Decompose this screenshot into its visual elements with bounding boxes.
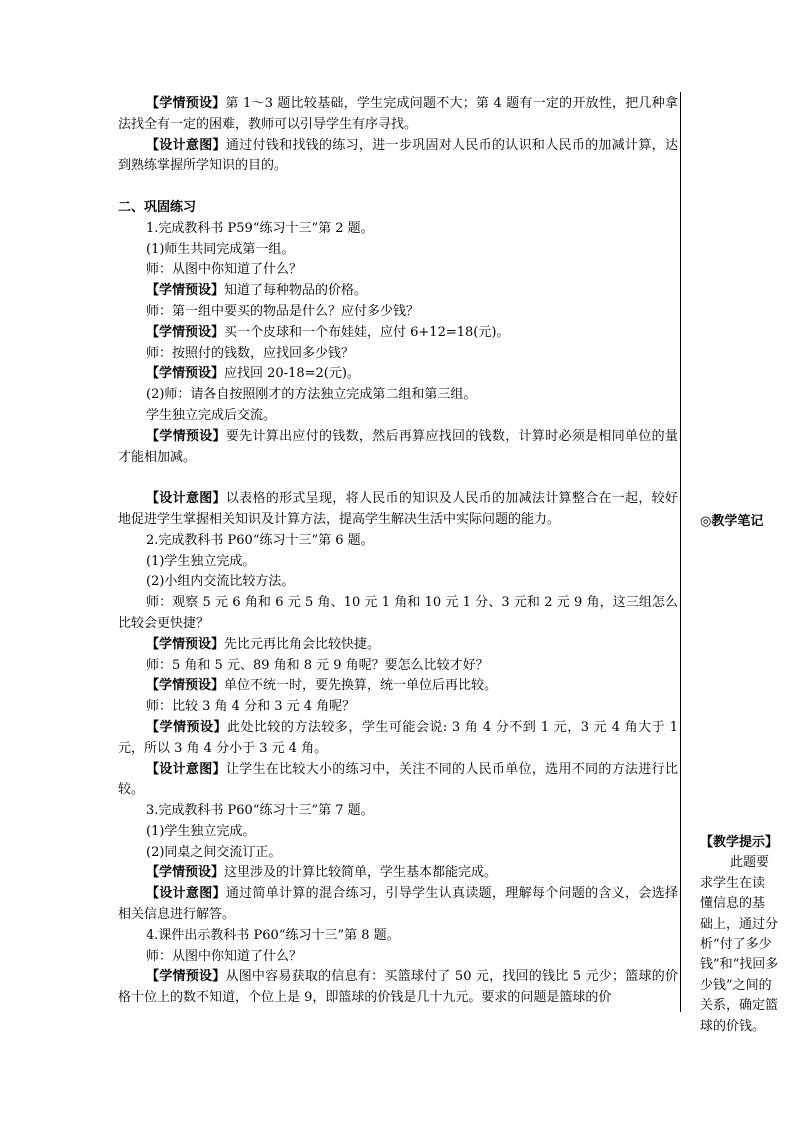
paragraph-text: (1)师生共同完成第一组。: [146, 241, 295, 257]
paragraph: [118, 656, 678, 677]
paragraph-text: 要先计算出应付的钱数，然后再算应找回的钱数，计算时必须是相同单位的量才能相加减。: [118, 428, 678, 465]
paragraph: [118, 427, 678, 469]
paragraph-text: 师：5 角和 5 元、89 角和 8 元 9 角呢？要怎么比较才好？: [146, 657, 489, 673]
paragraph-text: (2)小组内交流比较方法。: [146, 574, 295, 590]
paragraph: [118, 385, 678, 406]
paragraph-tag: 【学情预设】: [146, 678, 225, 694]
paragraph: [118, 572, 678, 593]
paragraph: [118, 94, 678, 136]
main-text-column: [118, 94, 678, 1009]
paragraph-text: (1)学生独立完成。: [146, 553, 256, 569]
paragraph: [118, 718, 678, 760]
paragraph: [118, 676, 678, 697]
paragraph-text: (2)师：请各自按照刚才的方法独立完成第二组和第三组。: [146, 387, 477, 403]
paragraph-text: 买一个皮球和一个布娃娃，应付 6+12=18(元)。: [224, 324, 510, 340]
paragraph-tag: 【设计意图】: [146, 761, 226, 777]
teaching-hint-line: 关系，确定篮: [700, 998, 779, 1014]
paragraph-text: 1.完成教科书 P59“练习十三”第 2 题。: [146, 220, 374, 236]
paragraph-tag: 【学情预设】: [146, 969, 226, 985]
teaching-hint-line: 析“付了多少: [700, 937, 772, 953]
paragraph-text: 2.完成教科书 P60“练习十三”第 6 题。: [146, 532, 374, 548]
teaching-hint-line: 钱”和“找回多: [700, 957, 779, 973]
paragraph-tag: 【学情预设】: [146, 865, 225, 881]
paragraph-text: 应找回 20-18=2(元)。: [224, 366, 360, 382]
teaching-hint-line: 础上，通过分: [700, 916, 779, 932]
paragraph: [118, 260, 678, 281]
paragraph-text: 3.完成教科书 P60“练习十三”第 7 题。: [146, 803, 374, 819]
paragraph: [118, 635, 678, 656]
blank-line: [118, 177, 678, 198]
paragraph-text: (2)同桌之间交流订正。: [146, 844, 282, 860]
paragraph-tag: 【学情预设】: [146, 636, 225, 652]
paragraph-text: 从图中容易获取的信息有：买篮球付了 50 元，找回的钱比 5 元少；篮球的价格十位上的数不知道，个位上是 9，即篮球的价钱是几十九元。要求的问题是篮球的价: [118, 969, 678, 1006]
teaching-hint-box: [700, 833, 786, 1037]
paragraph-tag: 【学情预设】: [146, 96, 226, 111]
paragraph-tag: 【学情预设】: [146, 428, 226, 444]
teaching-notes-label: ◎教学笔记: [700, 514, 764, 529]
paragraph: [118, 344, 678, 365]
paragraph: [118, 281, 678, 302]
paragraph-text: 4.课件出示教科书 P60“练习十三”第 8 题。: [146, 927, 400, 943]
paragraph-text: 师：观察 5 元 6 角和 6 元 5 角、10 元 1 角和 10 元 1 分、3 元和 2 元 9 角，这三组怎么比较会更快捷？: [118, 595, 678, 631]
paragraph-text: 师：第一组中要买的物品是什么？应付多少钱？: [146, 303, 420, 319]
paragraph-tag: 【设计意图】: [146, 137, 226, 153]
paragraph: [118, 801, 678, 822]
paragraph-text: 以表格的形式呈现，将人民币的知识及人民币的加减法计算整合在一起，较好地促进学生掌握相关知识及计算方法，提高学生解决生活中实际问题的能力。: [118, 491, 678, 527]
paragraph: [118, 843, 678, 864]
paragraph-text: 通过付钱和找钱的练习，进一步巩固对人民币的认识和人民币的加减计算，达到熟练掌握所学知识的目的。: [118, 137, 678, 174]
paragraph-tag: 【学情预设】: [146, 366, 225, 382]
column-divider: [680, 92, 681, 1012]
paragraph-text: 知道了每种物品的价格。: [224, 283, 368, 299]
paragraph-tag: 【学情预设】: [146, 283, 225, 299]
paragraph-text: 师：比较 3 角 4 分和 3 元 4 角呢？: [146, 699, 356, 715]
teaching-hint-line: 懂信息的基: [700, 896, 766, 912]
paragraph: [118, 760, 678, 802]
paragraph: [118, 863, 678, 884]
paragraph-text: 这里涉及的计算比较简单，学生基本都能完成。: [224, 865, 498, 881]
paragraph-text: 单位不统一时，要先换算，统一单位后再比较。: [224, 678, 498, 694]
paragraph: [118, 926, 678, 947]
paragraph-text: 让学生在比较大小的练习中，关注不同的人民币单位，选用不同的方法进行比较。: [118, 761, 678, 798]
paragraph-text: 通过简单计算的混合练习，引导学生认真读题，理解每个问题的含义，会选择相关信息进行解答。: [118, 886, 678, 923]
teaching-hint-line: 球的价钱。: [700, 1018, 766, 1034]
paragraph-text: 此处比较的方法较多，学生可能会说: 3 角 4 分不到 1 元，3 元 4 角大于 1 元，所以 3 角 4 分小于 3 元 4 角。: [118, 719, 678, 756]
paragraph: [118, 364, 678, 385]
teaching-hint-line: 求学生在读: [700, 875, 766, 891]
paragraph: [118, 967, 678, 1009]
paragraph-text: (1)学生独立完成。: [146, 823, 256, 839]
teaching-hint-line: 少钱”之间的: [700, 977, 772, 993]
paragraph-tag: 【设计意图】: [146, 886, 226, 902]
blank-line: [118, 468, 678, 489]
paragraph-text: 师：从图中你知道了什么？: [146, 948, 303, 964]
paragraph: [118, 136, 678, 178]
paragraph-tag: 【学情预设】: [146, 719, 227, 735]
paragraph: [118, 697, 678, 718]
paragraph: [118, 219, 678, 240]
paragraph: [118, 947, 678, 968]
teaching-hint-title: 【教学提示】: [700, 835, 779, 850]
paragraph: [118, 302, 678, 323]
paragraph-text: 师：按照付的钱数，应找回多少钱？: [146, 345, 355, 361]
paragraph-tag: 【设计意图】: [146, 491, 226, 507]
paragraph: [118, 406, 678, 427]
paragraph-text: 先比元再比角会比较快捷。: [224, 636, 381, 652]
paragraph: [118, 593, 678, 635]
paragraph: [118, 323, 678, 344]
section-heading: 二、巩固练习: [118, 199, 197, 215]
paragraph: [118, 552, 678, 573]
paragraph-text: 第 1～3 题比较基础，学生完成问题不大；第 4 题有一定的开放性，把几种拿法找全有一定的困难，教师可以引导学生有序寻找。: [118, 96, 678, 132]
paragraph: [118, 884, 678, 926]
paragraph: [118, 489, 678, 531]
paragraph-text: 学生独立完成后交流。: [146, 407, 277, 423]
teaching-hint-line: 此题要: [730, 855, 770, 871]
paragraph: [118, 240, 678, 261]
paragraph: [118, 822, 678, 843]
paragraph-text: 师：从图中你知道了什么？: [146, 262, 303, 278]
paragraph: [118, 531, 678, 552]
paragraph-tag: 【学情预设】: [146, 324, 225, 340]
